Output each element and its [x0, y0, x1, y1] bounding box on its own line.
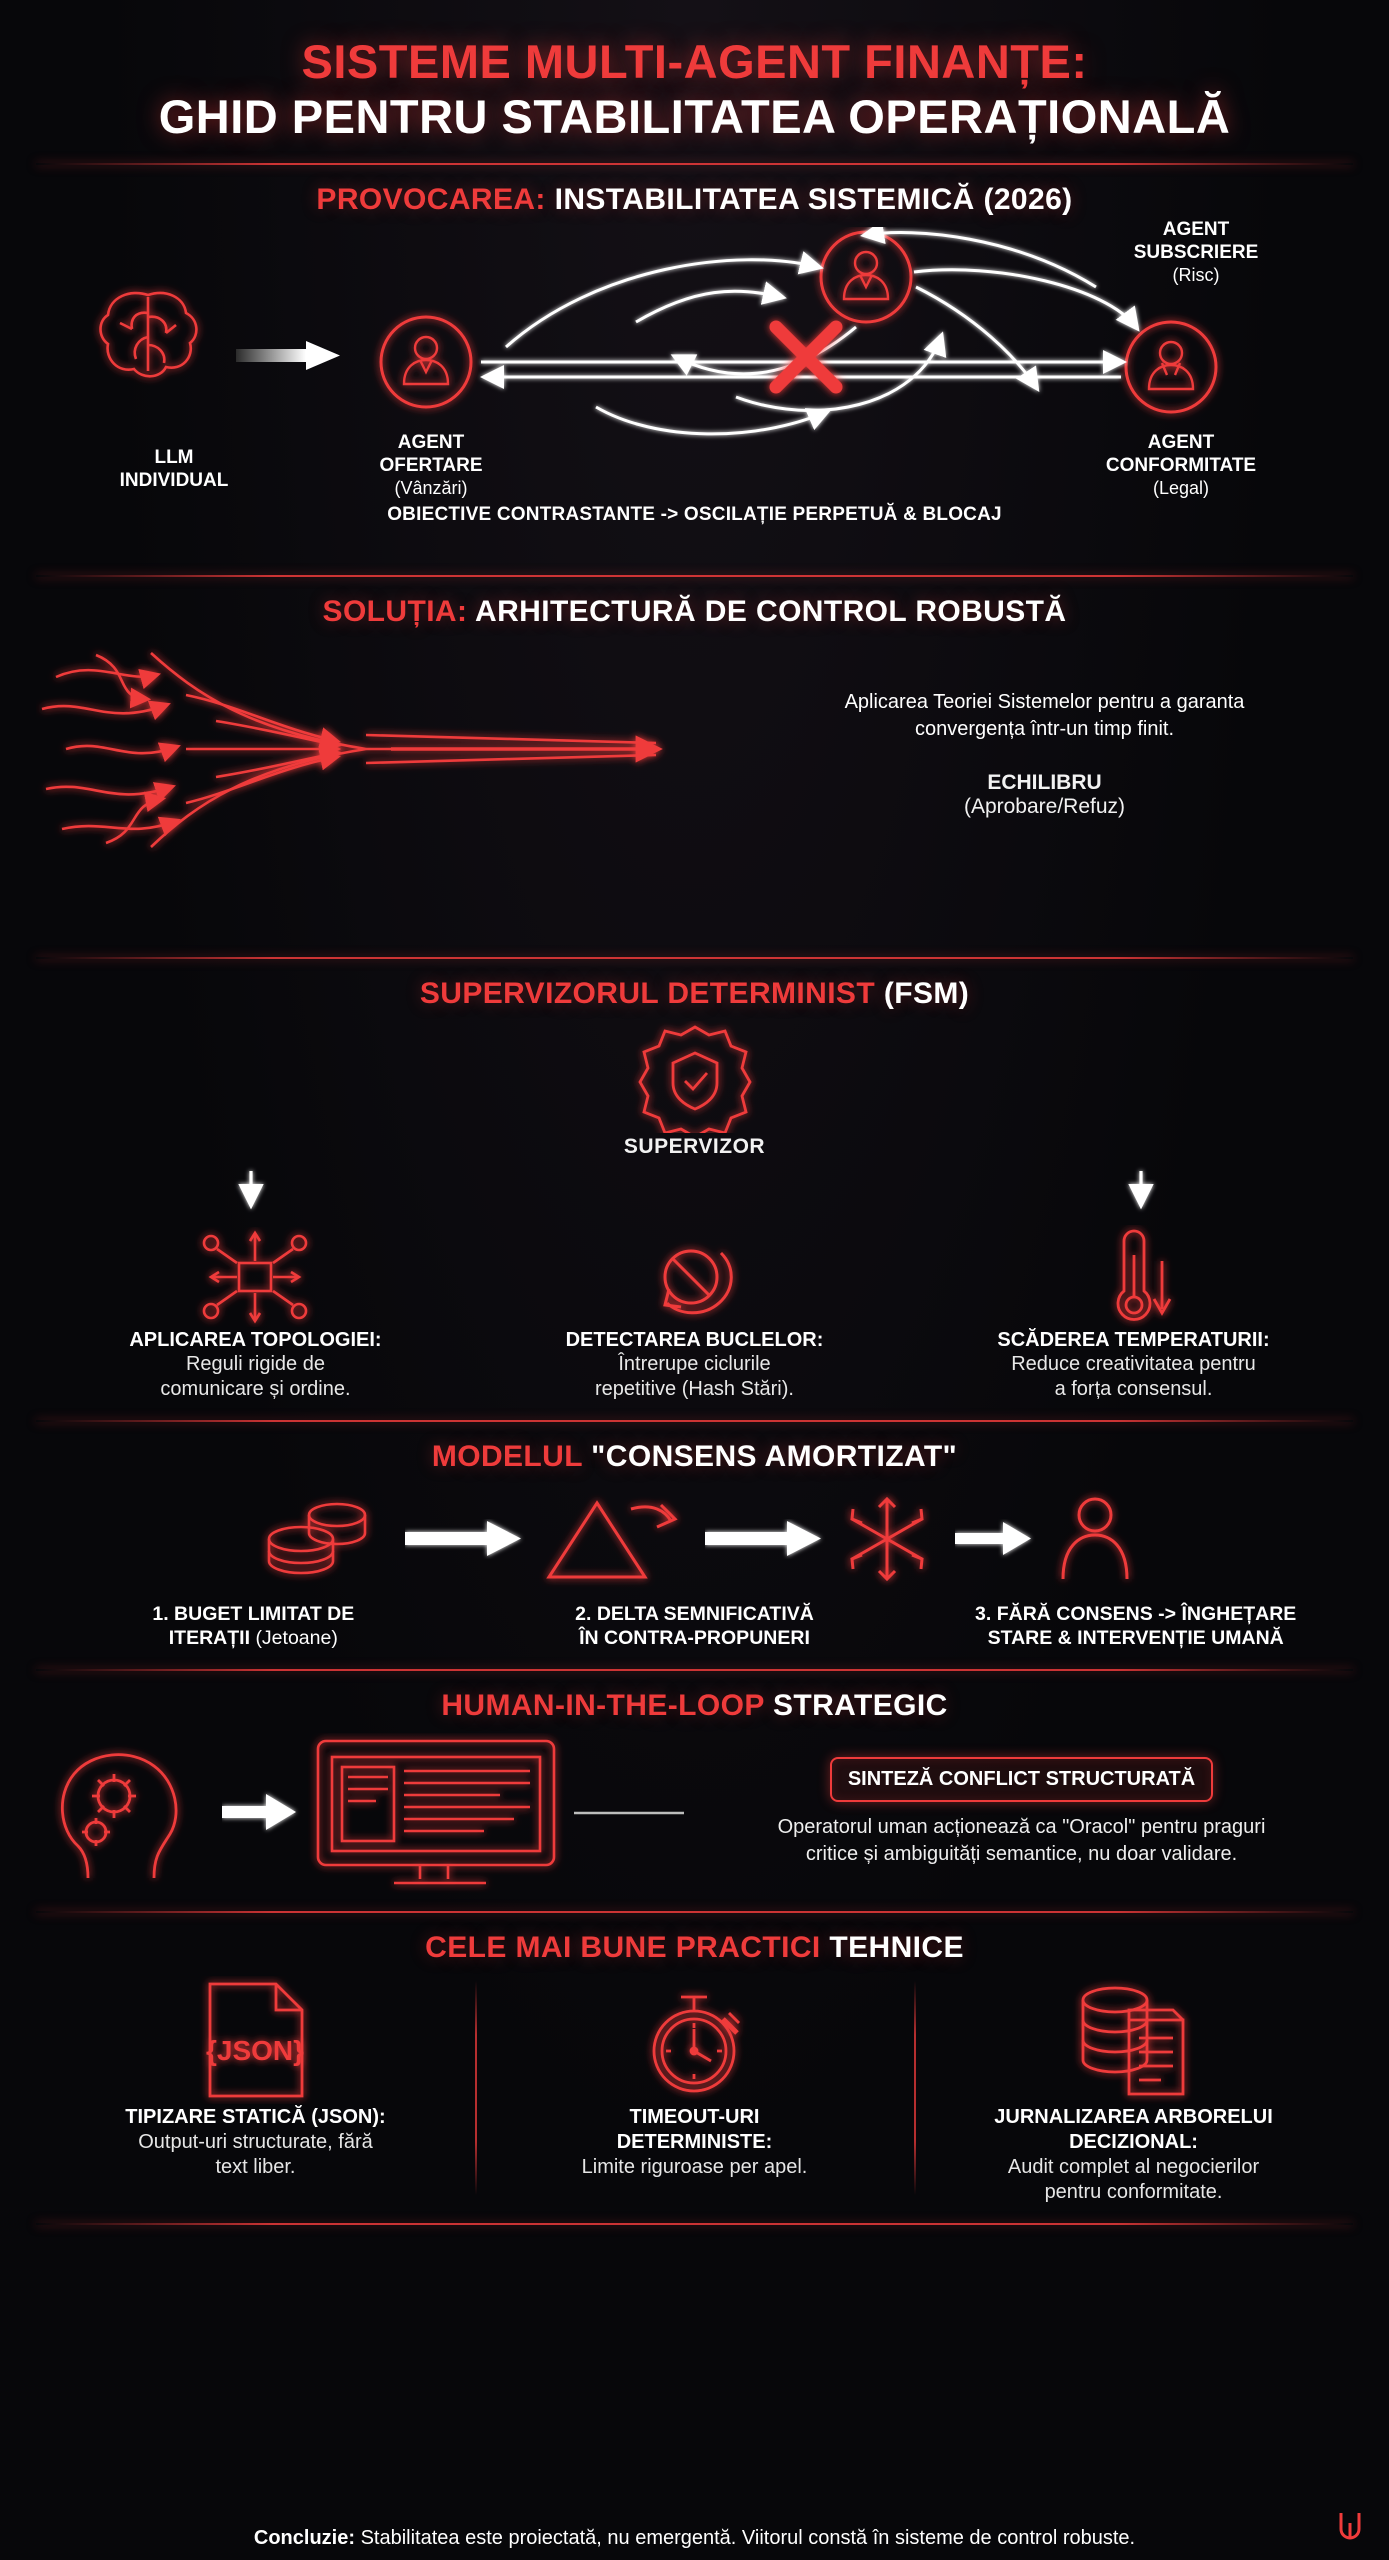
section-hitl-heading — [36, 1689, 1353, 1723]
practices-heading-rest: TEHNICE — [829, 1930, 964, 1964]
conflict-arrows — [481, 232, 1136, 433]
hitl-heading-rest: STRATEGIC — [772, 1688, 948, 1722]
supervisor-item-title: SCĂDEREA TEMPERATURII: — [997, 1328, 1270, 1351]
arrow-right-icon — [405, 1519, 525, 1559]
supervisor-branch-arrows — [36, 1159, 1353, 1221]
practice-title-2: DETERMINISTE: — [616, 2130, 773, 2153]
damped-heading-accent: MODELUL — [431, 1439, 583, 1473]
damped-step-1: 1. BUGET LIMITAT DE ITERAȚII (Jetoane) — [152, 1602, 355, 1650]
delta-arrow-icon — [535, 1489, 695, 1589]
agent-offer-node — [381, 317, 471, 407]
svg-text:{JSON}: {JSON} — [206, 2034, 305, 2066]
supervisor-items — [36, 1225, 1353, 1402]
practice-title: TIPIZARE STATICĂ (JSON): — [125, 2105, 386, 2128]
practice-title-1: TIMEOUT-URI — [629, 2105, 760, 2128]
section-practices-heading — [36, 1931, 1353, 1965]
shield-gear-icon — [625, 1021, 765, 1133]
challenge-heading-accent: PROVOCAREA: — [316, 182, 546, 216]
database-log-icon — [1059, 1976, 1209, 2104]
topology-icon — [195, 1227, 315, 1327]
section-solution-heading — [36, 595, 1353, 629]
brand-logo-icon — [1335, 2509, 1365, 2548]
divider — [36, 1669, 1353, 1671]
title-line-1: SISTEME MULTI-AGENT FINANȚE: — [301, 35, 1088, 88]
supervisor-item-temperature — [914, 1225, 1353, 1402]
person-icon — [1045, 1489, 1145, 1589]
practice-title-1: JURNALIZAREA ARBORELUI — [994, 2105, 1273, 2128]
damped-step-2: 2. DELTA SEMNIFICATIVĂ ÎN CONTRA-PROPUNERI — [575, 1602, 814, 1650]
hitl-badge: SINTEZĂ CONFLICT STRUCTURATĂ — [830, 1757, 1213, 1802]
practice-body-2: text liber. — [215, 2155, 296, 2178]
supervisor-item-body-2: repetitive (Hash Stări). — [595, 1377, 794, 1400]
supervisor-item-loop — [475, 1225, 914, 1402]
damped-captions — [36, 1602, 1353, 1651]
label-agent-compliance: AGENT CONFORMITATE (Legal) — [1105, 431, 1257, 498]
supervisor-item-body-1: Reduce creativitatea pentru — [1011, 1352, 1256, 1375]
damped-step-3: 3. FĂRĂ CONSENS -> ÎNGHEȚARE STARE & INTERVENȚIE UMANĂ — [975, 1602, 1297, 1650]
loop-block-icon — [639, 1227, 749, 1327]
label-agent-offer: AGENT OFERTARE (Vânzări) — [379, 431, 483, 498]
footer-label: Concluzie: — [253, 2527, 356, 2549]
supervisor-item-topology — [36, 1225, 475, 1402]
divider — [36, 1911, 1353, 1913]
divider — [36, 575, 1353, 577]
practice-body-2: pentru conformitate. — [1044, 2180, 1223, 2203]
solution-outcome: ECHILIBRU (Aprobare/Refuz) — [963, 770, 1126, 818]
supervisor-heading-rest: (FSM) — [883, 976, 970, 1010]
supervisor-item-body-1: Reguli rigide de — [185, 1352, 325, 1375]
practices-heading-accent: CELE MAI BUNE PRACTICI — [425, 1930, 821, 1964]
stopwatch-icon — [629, 1975, 759, 2105]
divider — [36, 1420, 1353, 1422]
arrow-right-small-icon — [955, 1519, 1035, 1559]
damped-heading-rest: "CONSENS AMORTIZAT" — [591, 1439, 958, 1473]
brain-icon — [101, 293, 197, 376]
solution-heading-accent: SOLUȚIA: — [322, 594, 468, 628]
practice-timeouts — [475, 1975, 914, 2205]
hitl-diagram — [36, 1733, 1353, 1893]
section-damped-heading — [36, 1440, 1353, 1474]
thermometer-down-icon — [1084, 1225, 1184, 1329]
practice-json — [36, 1975, 475, 2205]
agent-compliance-node — [1126, 322, 1216, 412]
section-supervisor-heading — [36, 977, 1353, 1011]
damped-diagram — [36, 1484, 1353, 1651]
arrow-right-icon — [705, 1519, 825, 1559]
page-title — [36, 34, 1353, 145]
monitor-dashboard-icon — [308, 1733, 568, 1893]
practices-grid — [36, 1975, 1353, 2205]
practice-logging — [914, 1975, 1353, 2205]
agent-underwriting-node — [821, 232, 911, 322]
challenge-heading-rest: INSTABILITATEA SISTEMICĂ (2026) — [554, 182, 1073, 216]
snowflake-icon — [835, 1489, 945, 1589]
label-llm-individual: LLM INDIVIDUAL — [119, 446, 229, 491]
solution-diagram — [36, 639, 1353, 939]
challenge-caption: OBIECTIVE CONTRASTANTE -> OSCILAȚIE PERPETUĂ & BLOCAJ — [387, 503, 1002, 525]
coins-icon — [245, 1489, 395, 1589]
convergence-funnel-icon — [36, 639, 726, 869]
supervisor-item-body-1: Întrerupe ciclurile — [618, 1352, 771, 1375]
footer-conclusion — [36, 2513, 1353, 2550]
divider — [36, 957, 1353, 959]
practice-title-2: DECIZIONAL: — [1069, 2130, 1198, 2153]
connector-line — [574, 1803, 684, 1823]
hitl-heading-accent: HUMAN-IN-THE-LOOP — [441, 1688, 765, 1722]
section-challenge-heading — [36, 183, 1353, 217]
arrow-right-icon — [222, 1788, 302, 1838]
supervisor-heading-accent: SUPERVIZORUL DETERMINIST — [419, 976, 876, 1010]
footer-text: Stabilitatea este proiectată, nu emergentă. Viitorul constă în sisteme de control robuste. — [355, 2527, 1136, 2549]
supervisor-item-title: DETECTAREA BUCLELOR: — [565, 1328, 824, 1351]
flow-arrow-icon — [236, 341, 340, 370]
hitl-body: Operatorul uman acționează ca "Oracol" pentru praguri critice și ambiguități semantice, nu doar validare. — [777, 1816, 1266, 1866]
json-file-icon — [180, 1976, 330, 2104]
supervisor-diagram — [36, 1021, 1353, 1402]
solution-heading-rest: ARHITECTURĂ DE CONTROL ROBUSTĂ — [475, 594, 1067, 628]
label-agent-underwriting: AGENT SUBSCRIERE (Risc) — [1133, 218, 1259, 285]
divider — [36, 163, 1353, 165]
supervisor-item-body-2: comunicare și ordine. — [160, 1377, 351, 1400]
practice-body-1: Output-uri structurate, fără — [138, 2130, 373, 2153]
solution-body: Aplicarea Teoriei Sistemelor pentru a garanta convergența într-un timp finit. — [844, 690, 1245, 740]
challenge-diagram — [36, 218, 1353, 557]
practice-body-1: Audit complet al negocierilor — [1007, 2155, 1260, 2178]
supervisor-item-body-2: a forța consensul. — [1054, 1377, 1213, 1400]
title-line-2: GHID PENTRU STABILITATEA OPERAȚIONALĂ — [158, 90, 1231, 144]
divider — [36, 2223, 1353, 2225]
practice-body-1: Limite riguroase per apel. — [581, 2155, 808, 2178]
supervisor-item-title: APLICAREA TOPOLOGIEI: — [129, 1328, 382, 1351]
head-gears-icon — [36, 1738, 216, 1888]
supervisor-label: SUPERVIZOR — [623, 1134, 766, 1158]
